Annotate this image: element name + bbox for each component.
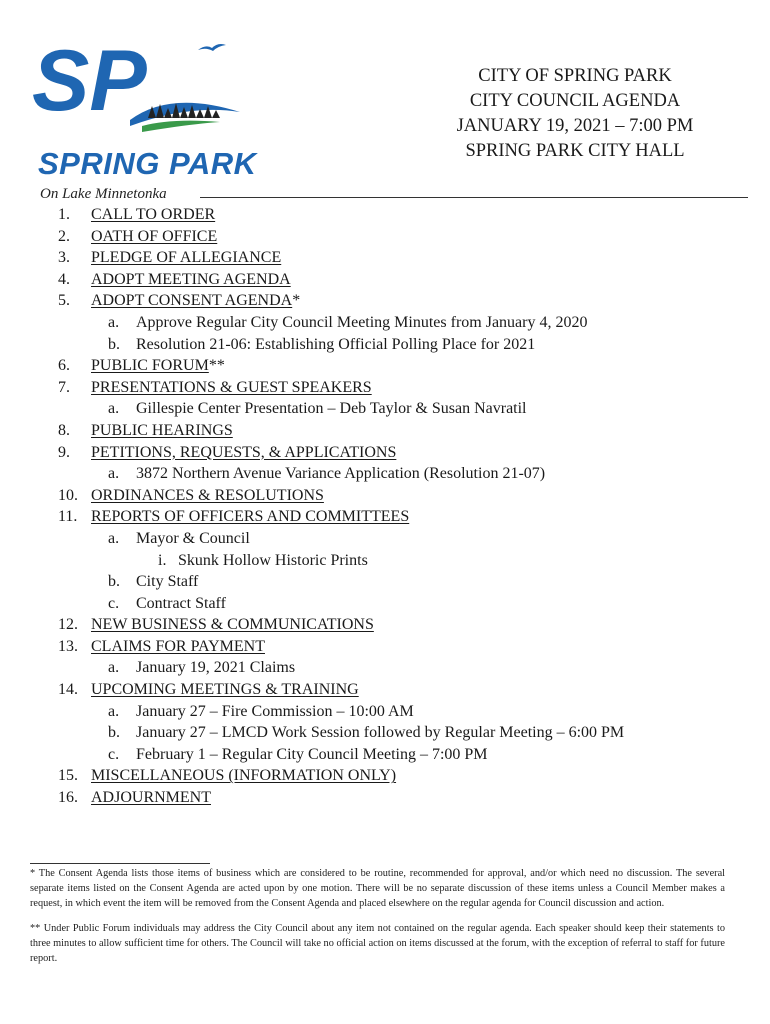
subitem-text: Resolution 21-06: Establishing Official Polling Place for 2021 (136, 335, 536, 353)
agenda-item (58, 765, 748, 787)
agenda-item-title: NEW BUSINESS & COMMUNICATIONS (91, 616, 374, 634)
agenda-item (58, 247, 748, 269)
agenda-item-number: 5. (58, 292, 70, 310)
header-city: CITY OF SPRING PARK (478, 66, 672, 86)
agenda-item (58, 679, 748, 701)
agenda-item-title: REPORTS OF OFFICERS AND COMMITTEES (91, 508, 410, 526)
agenda-item-number: 10. (58, 486, 78, 504)
agenda-item (58, 442, 748, 464)
subitem-letter: a. (108, 313, 120, 331)
agenda-item-footnote-mark: ** (208, 357, 225, 375)
agenda-item-title: ADJOURNMENT (91, 789, 211, 807)
agenda-item-number: 14. (58, 681, 78, 699)
agenda-item (58, 636, 748, 658)
subitem-text: Gillespie Center Presentation – Deb Taylor & Susan Navratil (136, 400, 527, 418)
agenda-item (58, 614, 748, 636)
logo-sp-letters: SP (32, 33, 147, 129)
agenda-header (430, 64, 720, 164)
agenda-subitem (58, 657, 748, 679)
agenda-item (58, 377, 748, 399)
agenda-item (58, 506, 748, 528)
agenda-item-title: PLEDGE OF ALLEGIANCE (91, 249, 282, 267)
header-title: CITY COUNCIL AGENDA (469, 91, 681, 111)
logo-name: SPRING PARK (38, 146, 257, 181)
footnote-public-forum: ** Under Public Forum individuals may address the City Council about any item not contained on the regular agenda. Each speaker should keep their statements to three minutes to allow sufficient time for others. The Council will take no official action on items discussed at the forum, with the exception of referral to staff for future report. (30, 923, 725, 964)
agenda-item-number: 3. (58, 249, 70, 267)
subitem-letter: a. (108, 400, 120, 418)
water-waves (142, 121, 220, 132)
agenda-list (58, 204, 748, 809)
logo-tagline: On Lake Minnetonka (40, 186, 167, 202)
agenda-item-number: 11. (58, 508, 78, 526)
agenda-subitem (58, 571, 748, 593)
agenda-item (58, 290, 748, 312)
subitem-text: January 27 – LMCD Work Session followed by Regular Meeting – 6:00 PM (136, 724, 625, 742)
agenda-item-title: OATH OF OFFICE (91, 227, 218, 245)
agenda-subsubitem (58, 550, 748, 572)
agenda-subitem (58, 334, 748, 356)
subitem-letter: b. (108, 335, 120, 353)
subitem-letter: a. (108, 465, 120, 483)
agenda-item-title: PUBLIC FORUM (91, 357, 209, 375)
agenda-item-footnote-mark: * (292, 292, 301, 310)
agenda-item-number: 9. (58, 443, 70, 461)
agenda-item-number: 12. (58, 616, 78, 634)
agenda-item-number: 6. (58, 357, 70, 375)
agenda-item-number: 8. (58, 421, 70, 439)
agenda-item (58, 226, 748, 248)
agenda-item-title: ORDINANCES & RESOLUTIONS (91, 486, 324, 504)
subitem-text: Contract Staff (136, 594, 226, 612)
agenda-item-number: 1. (58, 206, 70, 223)
header-location: SPRING PARK CITY HALL (465, 141, 685, 161)
city-logo (30, 28, 270, 202)
subitem-letter: c. (108, 594, 120, 612)
agenda-item-title: PUBLIC HEARINGS (91, 421, 233, 439)
agenda-item-title: CLAIMS FOR PAYMENT (91, 637, 265, 655)
bird-icon (198, 44, 226, 51)
agenda-item-number: 7. (58, 378, 70, 396)
subitem-letter: b. (108, 573, 120, 591)
subitem-text: Mayor & Council (136, 529, 250, 547)
agenda-item (58, 269, 748, 291)
subitem-letter: a. (108, 659, 120, 677)
subitem-letter: a. (108, 529, 120, 547)
agenda-subitem (58, 593, 748, 615)
header-date: JANUARY 19, 2021 – 7:00 PM (456, 116, 694, 136)
agenda-item-number: 2. (58, 227, 70, 245)
agenda-item (58, 204, 748, 226)
agenda-subitem (58, 463, 748, 485)
agenda-item (58, 787, 748, 809)
subitem-text: January 19, 2021 Claims (136, 659, 296, 677)
agenda-subitem (58, 398, 748, 420)
subitem-text: 3872 Northern Avenue Variance Application (Resolution 21-07) (136, 465, 546, 483)
subitem-text: February 1 – Regular City Council Meeting – 7:00 PM (136, 745, 488, 763)
agenda-item-title: CALL TO ORDER (91, 206, 216, 223)
agenda-subitem (58, 701, 748, 723)
agenda-subitem (58, 722, 748, 744)
agenda-subitem (58, 744, 748, 766)
agenda-item (58, 485, 748, 507)
agenda-item-title: MISCELLANEOUS (INFORMATION ONLY) (91, 767, 397, 785)
header-divider (200, 197, 748, 198)
subitem-letter: a. (108, 702, 120, 720)
footnote-divider (30, 863, 210, 864)
subsubitem-numeral: i. (158, 551, 167, 569)
agenda-item-title: ADOPT CONSENT AGENDA (91, 292, 293, 310)
subitem-letter: b. (108, 724, 120, 742)
agenda-item-title: PRESENTATIONS & GUEST SPEAKERS (91, 378, 372, 396)
agenda-item-number: 15. (58, 767, 78, 785)
footnote-consent-agenda: * The Consent Agenda lists those items of business which are considered to be routine, recommended for approval, and/or which need no discussion. The several separate items listed on the Consent Agenda are acted upon by one motion. There will be no separate discussion of these items unless a Council Member makes a request, in which event the item will be removed from the Consent Agenda and placed elsewhere on the regular agenda for Council discussion and action. (30, 868, 725, 909)
subsubitem-text: Skunk Hollow Historic Prints (178, 551, 368, 569)
agenda-item-title: UPCOMING MEETINGS & TRAINING (91, 681, 359, 699)
agenda-item-number: 16. (58, 789, 78, 807)
agenda-subitem (58, 528, 748, 550)
subitem-text: City Staff (136, 573, 199, 591)
agenda-item (58, 420, 748, 442)
footnotes (30, 866, 725, 976)
agenda-item (58, 355, 748, 377)
agenda-item-title: PETITIONS, REQUESTS, & APPLICATIONS (91, 443, 397, 461)
agenda-subitem (58, 312, 748, 334)
subitem-letter: c. (108, 745, 120, 763)
agenda-item-number: 13. (58, 637, 78, 655)
agenda-item-number: 4. (58, 270, 70, 288)
subitem-text: January 27 – Fire Commission – 10:00 AM (136, 702, 414, 720)
agenda-item-title: ADOPT MEETING AGENDA (91, 270, 291, 288)
subitem-text: Approve Regular City Council Meeting Minutes from January 4, 2020 (136, 313, 588, 331)
